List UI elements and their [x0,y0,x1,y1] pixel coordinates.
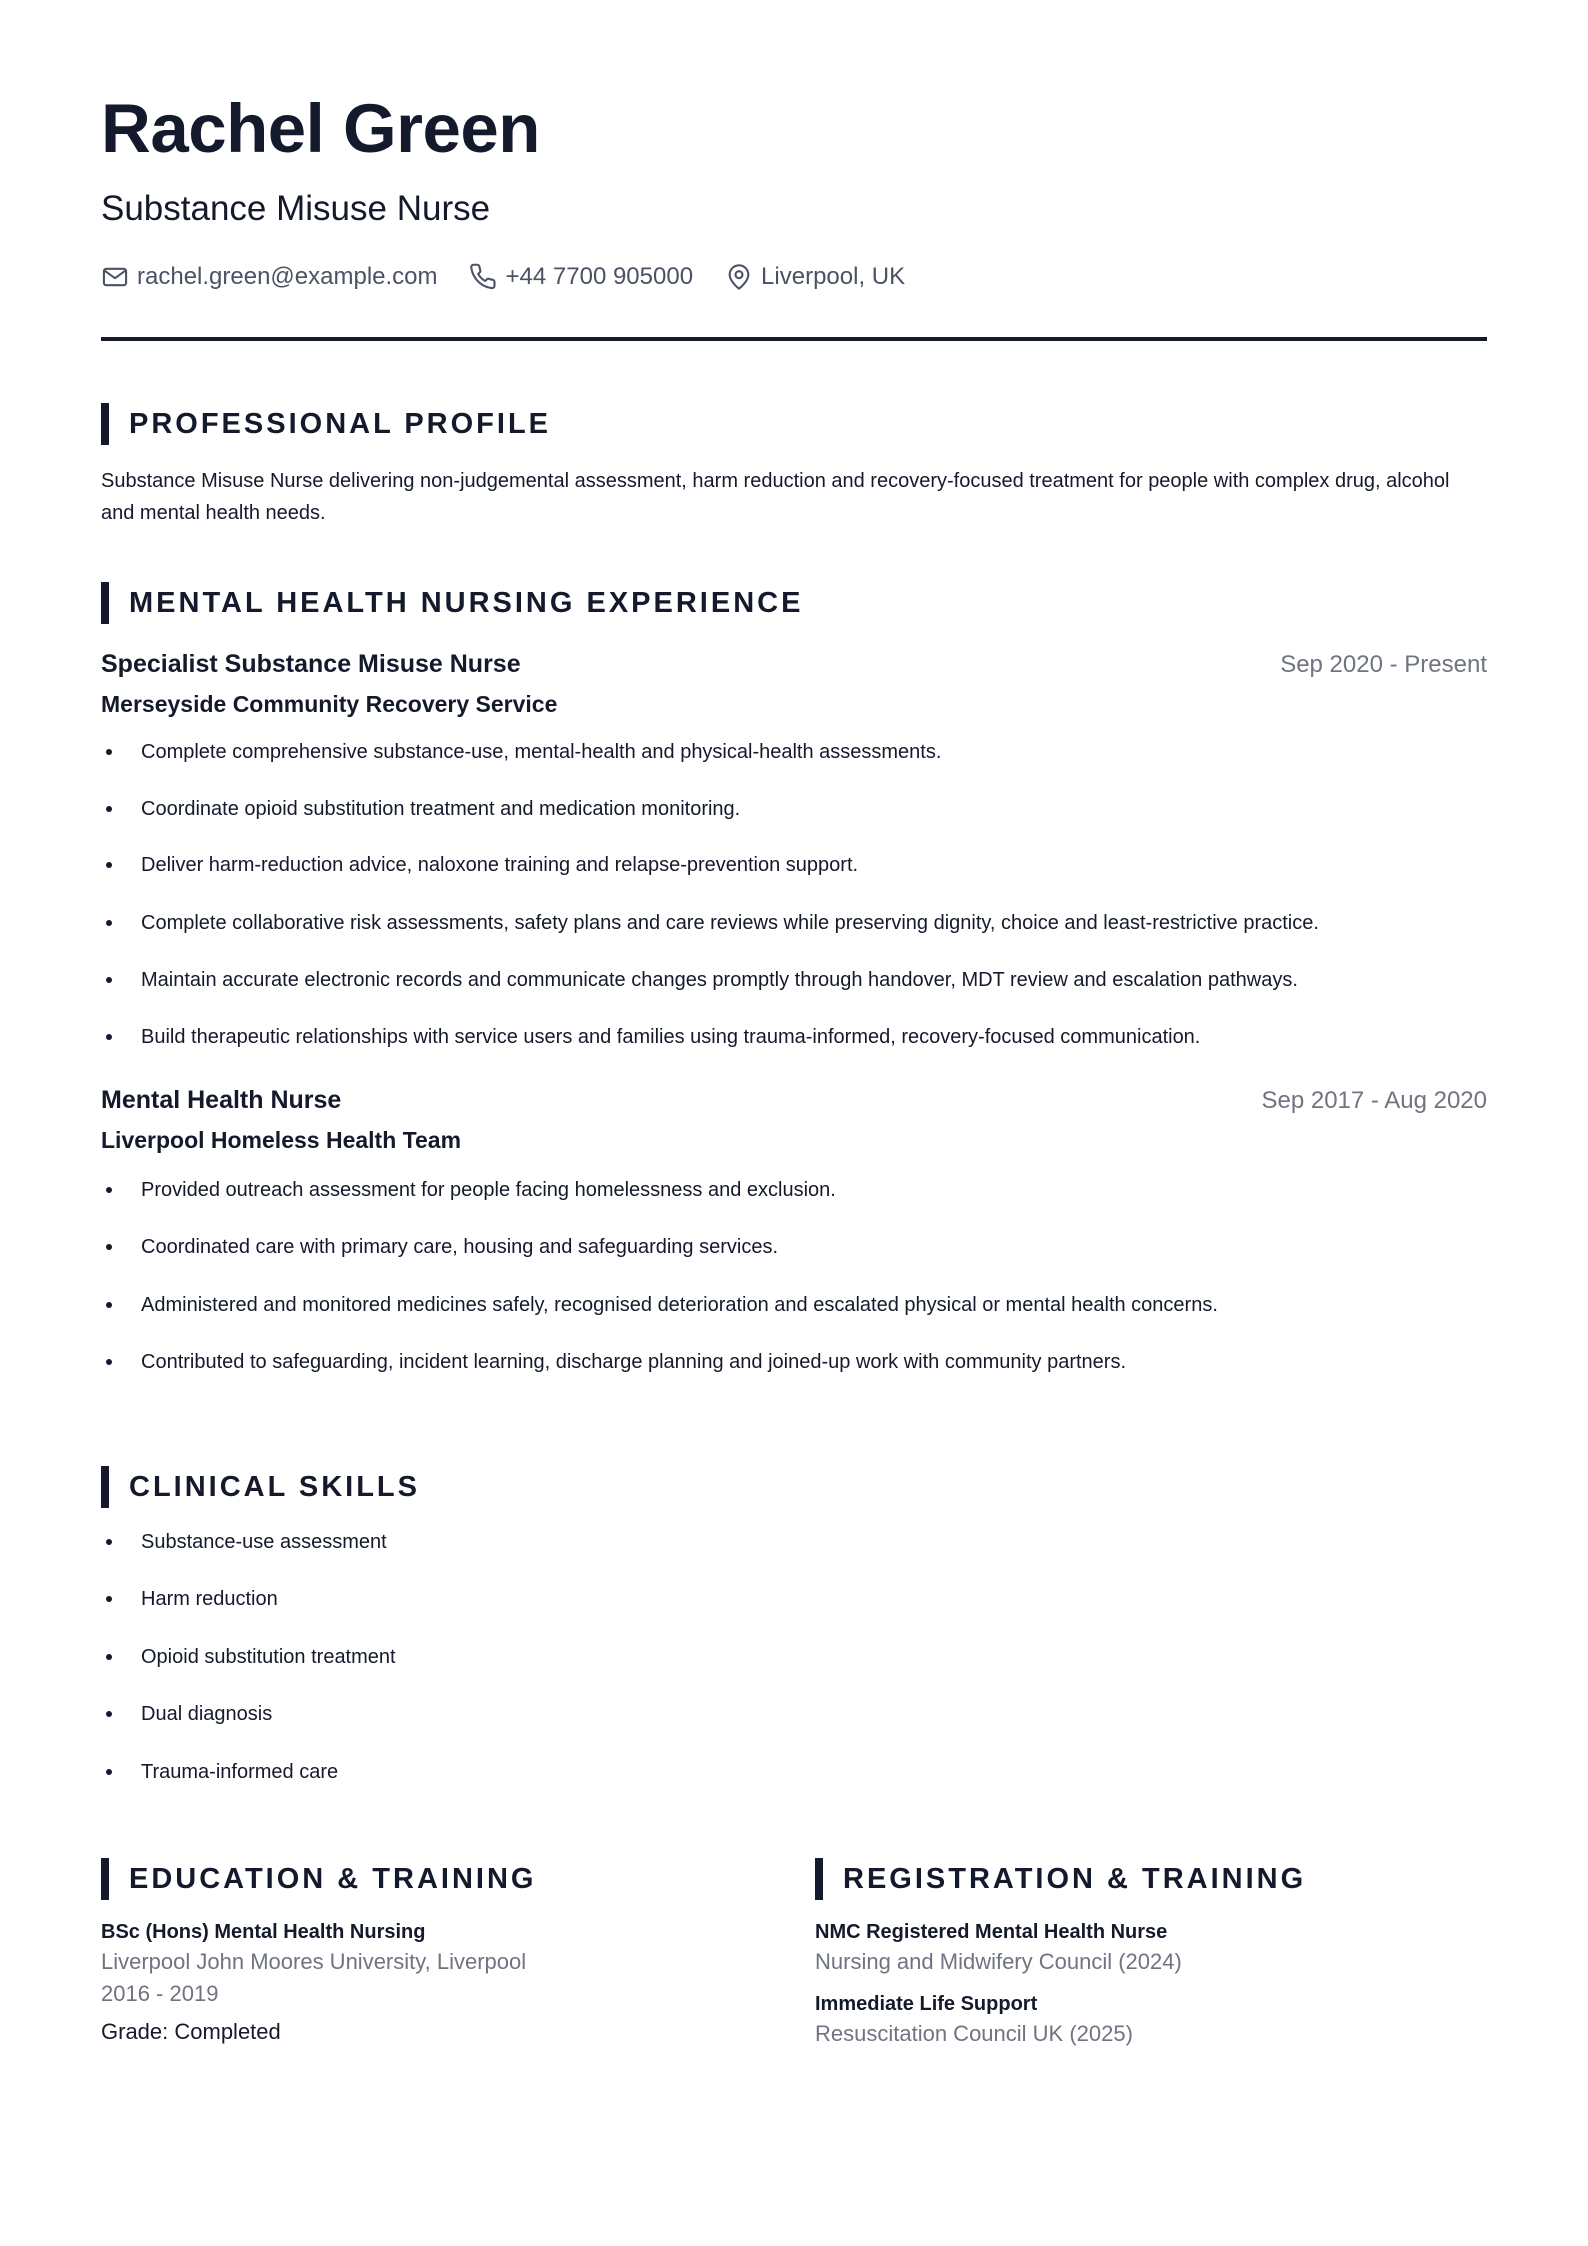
list-item-text: Complete collaborative risk assessments, safety plans and care reviews while preserving dignity, choice and least-restrictive practice. [141,912,1319,934]
heading-bar [101,582,109,624]
list-item [101,795,1487,823]
location-text: Liverpool, UK [761,263,906,290]
job-organization: Liverpool Homeless Health Team [101,1127,462,1153]
list-item [101,1528,1487,1556]
section-heading-label: EDUCATION & TRAINING [129,1862,537,1895]
registration-detail: Resuscitation Council UK (2025) [815,2021,1133,2046]
contact-location [725,263,905,291]
list-item-text: Maintain accurate electronic records and communicate changes promptly through handover, MDT review and escalation pathways. [141,969,1298,991]
phone-text: +44 7700 905000 [505,263,694,290]
bullet-dot [106,1244,112,1250]
experience-section [101,582,1487,1376]
job-header [101,1086,1487,1115]
job-role: Mental Health Nurse [101,1086,342,1114]
list-item-text: Deliver harm-reduction advice, naloxone training and relapse-prevention support. [141,854,859,876]
registration-section [815,1858,1487,2050]
list-item-text: Provided outreach assessment for people facing homelessness and exclusion. [141,1179,836,1201]
registration-entry [815,1990,1487,2050]
job-bullets [101,738,1487,1051]
education-years: 2016 - 2019 [101,1981,219,2006]
candidate-name: Rachel Green [101,90,540,167]
bullet-dot [106,806,112,812]
job-header [101,650,1487,679]
candidate-title: Substance Misuse Nurse [101,189,491,228]
list-item [101,851,1487,879]
header-divider [101,337,1487,341]
section-heading [101,403,1487,445]
section-heading-label: REGISTRATION & TRAINING [843,1862,1307,1895]
list-item [101,1758,1487,1786]
contact-phone[interactable] [470,263,694,291]
skills-list [101,1528,1487,1786]
section-heading [815,1858,1487,1900]
list-item-text: Coordinated care with primary care, housing and safeguarding services. [141,1236,779,1258]
job-role: Specialist Substance Misuse Nurse [101,650,521,678]
list-item-text: Harm reduction [141,1588,278,1610]
list-item [101,1176,1487,1204]
list-item-text: Opioid substitution treatment [141,1646,396,1668]
bullet-dot [106,920,112,926]
list-item [101,1233,1487,1261]
education-entry [101,1918,761,2048]
heading-bar [101,403,109,445]
mail-icon [101,263,129,291]
email-text: rachel.green@example.com [137,263,438,290]
job-dates: Sep 2020 - Present [1280,651,1487,678]
heading-bar [815,1858,823,1900]
bullet-dot [106,1539,112,1545]
job-entry [101,1086,1487,1376]
list-item [101,1700,1487,1728]
registration-entry [815,1918,1487,1978]
profile-section [101,403,1487,529]
section-heading [101,1466,1487,1508]
heading-bar [101,1858,109,1900]
job-dates: Sep 2017 - Aug 2020 [1261,1087,1487,1114]
bullet-dot [106,749,112,755]
list-item [101,909,1487,937]
list-item [101,1023,1487,1051]
section-heading [101,582,1487,624]
bullet-dot [106,1302,112,1308]
list-item-text: Administered and monitored medicines safely, recognised deterioration and escalated physical or mental health concerns. [141,1294,1218,1316]
registration-title: NMC Registered Mental Health Nurse [815,1921,1168,1943]
skills-section [101,1466,1487,1786]
job-organization: Merseyside Community Recovery Service [101,691,558,717]
list-item [101,1585,1487,1613]
registration-title: Immediate Life Support [815,1993,1038,2015]
list-item [101,1291,1487,1319]
list-item [101,1643,1487,1671]
list-item-text: Substance-use assessment [141,1531,387,1553]
heading-bar [101,1466,109,1508]
section-heading-label: MENTAL HEALTH NURSING EXPERIENCE [129,586,804,619]
contact-email[interactable] [101,263,438,291]
phone-icon [470,263,498,291]
profile-summary: Substance Misuse Nurse delivering non-judgemental assessment, harm reduction and recovery-focused treatment for people with complex drug, alcohol and mental health needs. [101,470,1450,524]
job-entry [101,650,1487,1051]
bullet-dot [106,1596,112,1602]
registration-detail: Nursing and Midwifery Council (2024) [815,1949,1182,1974]
bullet-dot [106,977,112,983]
bullet-dot [106,1711,112,1717]
bullet-dot [106,1359,112,1365]
bullet-dot [106,1187,112,1193]
list-item [101,738,1487,766]
list-item [101,1348,1487,1376]
institution: Liverpool John Moores University, Liverpool [101,1949,527,1974]
bullet-dot [106,1769,112,1775]
list-item-text: Trauma-informed care [141,1761,339,1783]
list-item-text: Build therapeutic relationships with service users and families using trauma-informed, recovery-focused communication. [141,1026,1201,1048]
list-item-text: Coordinate opioid substitution treatment and medication monitoring. [141,798,741,820]
bullet-dot [106,862,112,868]
list-item-text: Contributed to safeguarding, incident learning, discharge planning and joined-up work with community partners. [141,1351,1127,1373]
bullet-dot [106,1034,112,1040]
section-heading-label: CLINICAL SKILLS [129,1470,420,1503]
list-item-text: Dual diagnosis [141,1703,273,1725]
bottom-columns [101,1858,1487,2050]
education-section [101,1858,761,2050]
bullet-dot [106,1654,112,1660]
section-heading-label: PROFESSIONAL PROFILE [129,407,552,440]
job-bullets [101,1176,1487,1376]
education-grade: Grade: Completed [101,2019,281,2044]
contact-row [101,260,1487,294]
list-item-text: Complete comprehensive substance-use, mental-health and physical-health assessments. [141,741,942,763]
degree-title: BSc (Hons) Mental Health Nursing [101,1921,426,1943]
list-item [101,966,1487,994]
section-heading [101,1858,761,1900]
location-pin-icon [725,263,753,291]
